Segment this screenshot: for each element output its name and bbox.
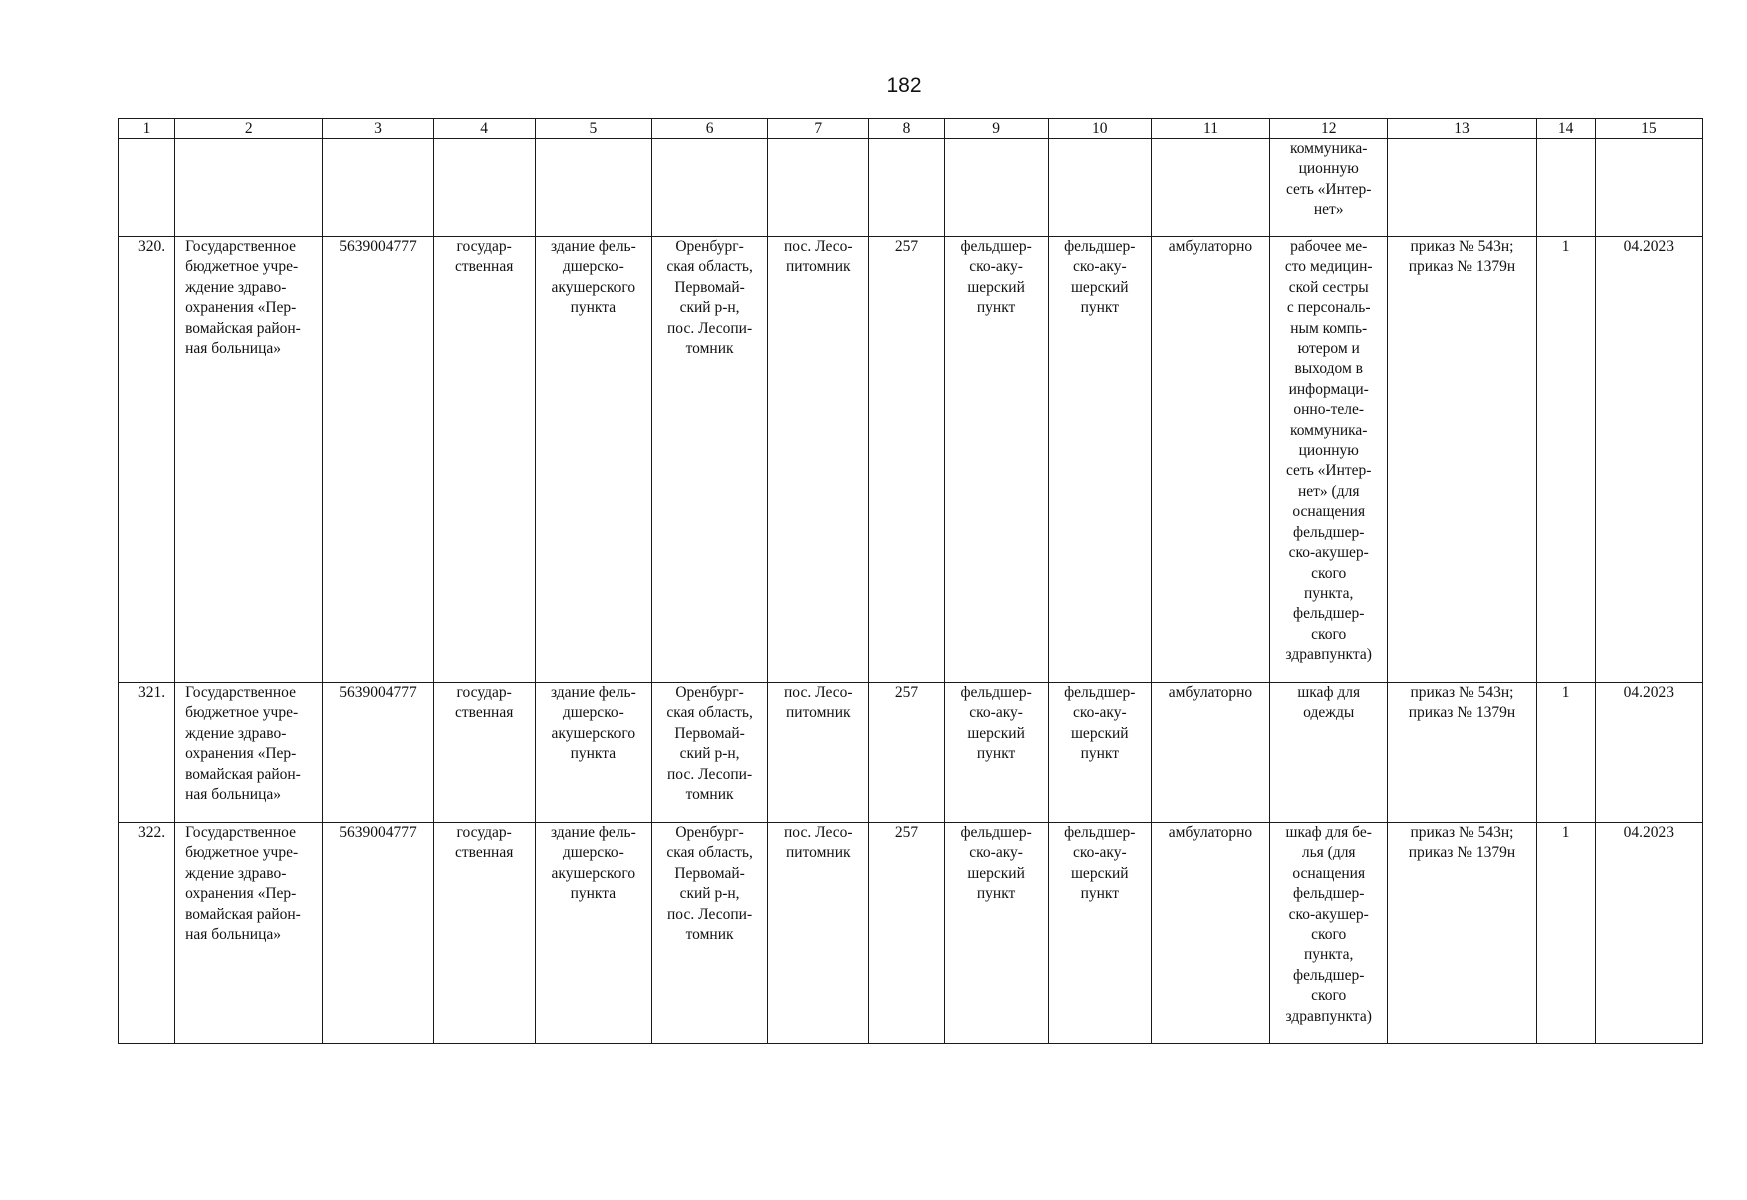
table-cell <box>1536 139 1595 237</box>
row-number-cell: 320. <box>119 237 175 683</box>
settlement-cell: пос. Лесо- питомник <box>768 823 869 1044</box>
building-cell: здание фель- дшерско- акушерского пункта <box>535 237 651 683</box>
table-cell <box>651 139 767 237</box>
care-form-cell: амбулаторно <box>1151 823 1269 1044</box>
ownership-cell: государ- ственная <box>433 823 535 1044</box>
settlement-cell: пос. Лесо- питомник <box>768 683 869 823</box>
column-header: 15 <box>1595 119 1702 139</box>
address-cell: Оренбург- ская область, Первомай- ский р-н, пос. Лесопи- томник <box>651 683 767 823</box>
page-number: 182 <box>886 74 922 97</box>
table-cell <box>535 139 651 237</box>
quantity-cell: 1 <box>1536 683 1595 823</box>
table-cell <box>1595 139 1702 237</box>
row-number-cell: 322. <box>119 823 175 1044</box>
organization-cell: Государственное бюджетное учре- ждение здраво- охранения «Пер- вомайская район- ная больница» <box>175 237 323 683</box>
facility-subtype-cell: фельдшер- ско-аку- шерский пункт <box>1048 237 1151 683</box>
column-header: 2 <box>175 119 323 139</box>
table-cell <box>1048 139 1151 237</box>
organization-cell: Государственное бюджетное учре- ждение здраво- охранения «Пер- вомайская район- ная больница» <box>175 683 323 823</box>
continuation-row <box>119 139 1703 237</box>
registry-table <box>118 118 1703 1044</box>
inn-cell: 5639004777 <box>323 823 433 1044</box>
column-header: 11 <box>1151 119 1269 139</box>
table-row <box>119 683 1703 823</box>
population-cell: 257 <box>869 823 944 1044</box>
column-header: 5 <box>535 119 651 139</box>
inn-cell: 5639004777 <box>323 237 433 683</box>
table-cell <box>433 139 535 237</box>
table-cell <box>1388 139 1536 237</box>
population-cell: 257 <box>869 683 944 823</box>
quantity-cell: 1 <box>1536 237 1595 683</box>
inn-cell: 5639004777 <box>323 683 433 823</box>
organization-cell: Государственное бюджетное учре- ждение здраво- охранения «Пер- вомайская район- ная больница» <box>175 823 323 1044</box>
table-cell <box>944 139 1048 237</box>
column-header: 1 <box>119 119 175 139</box>
order-cell: приказ № 543н; приказ № 1379н <box>1388 237 1536 683</box>
date-cell: 04.2023 <box>1595 237 1702 683</box>
facility-type-cell: фельдшер- ско-аку- шерский пункт <box>944 683 1048 823</box>
address-cell: Оренбург- ская область, Первомай- ский р-н, пос. Лесопи- томник <box>651 237 767 683</box>
equipment-cell: рабочее ме- сто медицин- ской сестры с персональ- ным компь- ютером и выходом в информаци- онно-теле- коммуника- ционную сеть «Интер- нет» (для оснащения фельдшер- ско-акушер- ского пункта, фельдшер- ского здравпункта) <box>1270 237 1388 683</box>
building-cell: здание фель- дшерско- акушерского пункта <box>535 823 651 1044</box>
equipment-cell: шкаф для одежды <box>1270 683 1388 823</box>
care-form-cell: амбулаторно <box>1151 683 1269 823</box>
column-header: 12 <box>1270 119 1388 139</box>
column-header: 8 <box>869 119 944 139</box>
column-header: 14 <box>1536 119 1595 139</box>
table-cell <box>1151 139 1269 237</box>
column-header: 7 <box>768 119 869 139</box>
settlement-cell: пос. Лесо- питомник <box>768 237 869 683</box>
facility-subtype-cell: фельдшер- ско-аку- шерский пункт <box>1048 683 1151 823</box>
column-header: 4 <box>433 119 535 139</box>
ownership-cell: государ- ственная <box>433 683 535 823</box>
date-cell: 04.2023 <box>1595 683 1702 823</box>
facility-type-cell: фельдшер- ско-аку- шерский пункт <box>944 823 1048 1044</box>
column-header: 10 <box>1048 119 1151 139</box>
table-cell <box>323 139 433 237</box>
column-header: 9 <box>944 119 1048 139</box>
equipment-cell: шкаф для бе- лья (для оснащения фельдшер- ско-акушер- ского пункта, фельдшер- ского здравпункта) <box>1270 823 1388 1044</box>
table-row <box>119 237 1703 683</box>
care-form-cell: амбулаторно <box>1151 237 1269 683</box>
order-cell: приказ № 543н; приказ № 1379н <box>1388 823 1536 1044</box>
population-cell: 257 <box>869 237 944 683</box>
table-cell <box>175 139 323 237</box>
building-cell: здание фель- дшерско- акушерского пункта <box>535 683 651 823</box>
header-row <box>119 119 1703 139</box>
column-header: 6 <box>651 119 767 139</box>
row-number-cell: 321. <box>119 683 175 823</box>
address-cell: Оренбург- ская область, Первомай- ский р-н, пос. Лесопи- томник <box>651 823 767 1044</box>
column-header: 13 <box>1388 119 1536 139</box>
date-cell: 04.2023 <box>1595 823 1702 1044</box>
equipment-cell: коммуника- ционную сеть «Интер- нет» <box>1270 139 1388 237</box>
table-cell <box>768 139 869 237</box>
facility-type-cell: фельдшер- ско-аку- шерский пункт <box>944 237 1048 683</box>
table-row <box>119 823 1703 1044</box>
table-cell <box>869 139 944 237</box>
quantity-cell: 1 <box>1536 823 1595 1044</box>
ownership-cell: государ- ственная <box>433 237 535 683</box>
table-cell <box>119 139 175 237</box>
facility-subtype-cell: фельдшер- ско-аку- шерский пункт <box>1048 823 1151 1044</box>
column-header: 3 <box>323 119 433 139</box>
order-cell: приказ № 543н; приказ № 1379н <box>1388 683 1536 823</box>
